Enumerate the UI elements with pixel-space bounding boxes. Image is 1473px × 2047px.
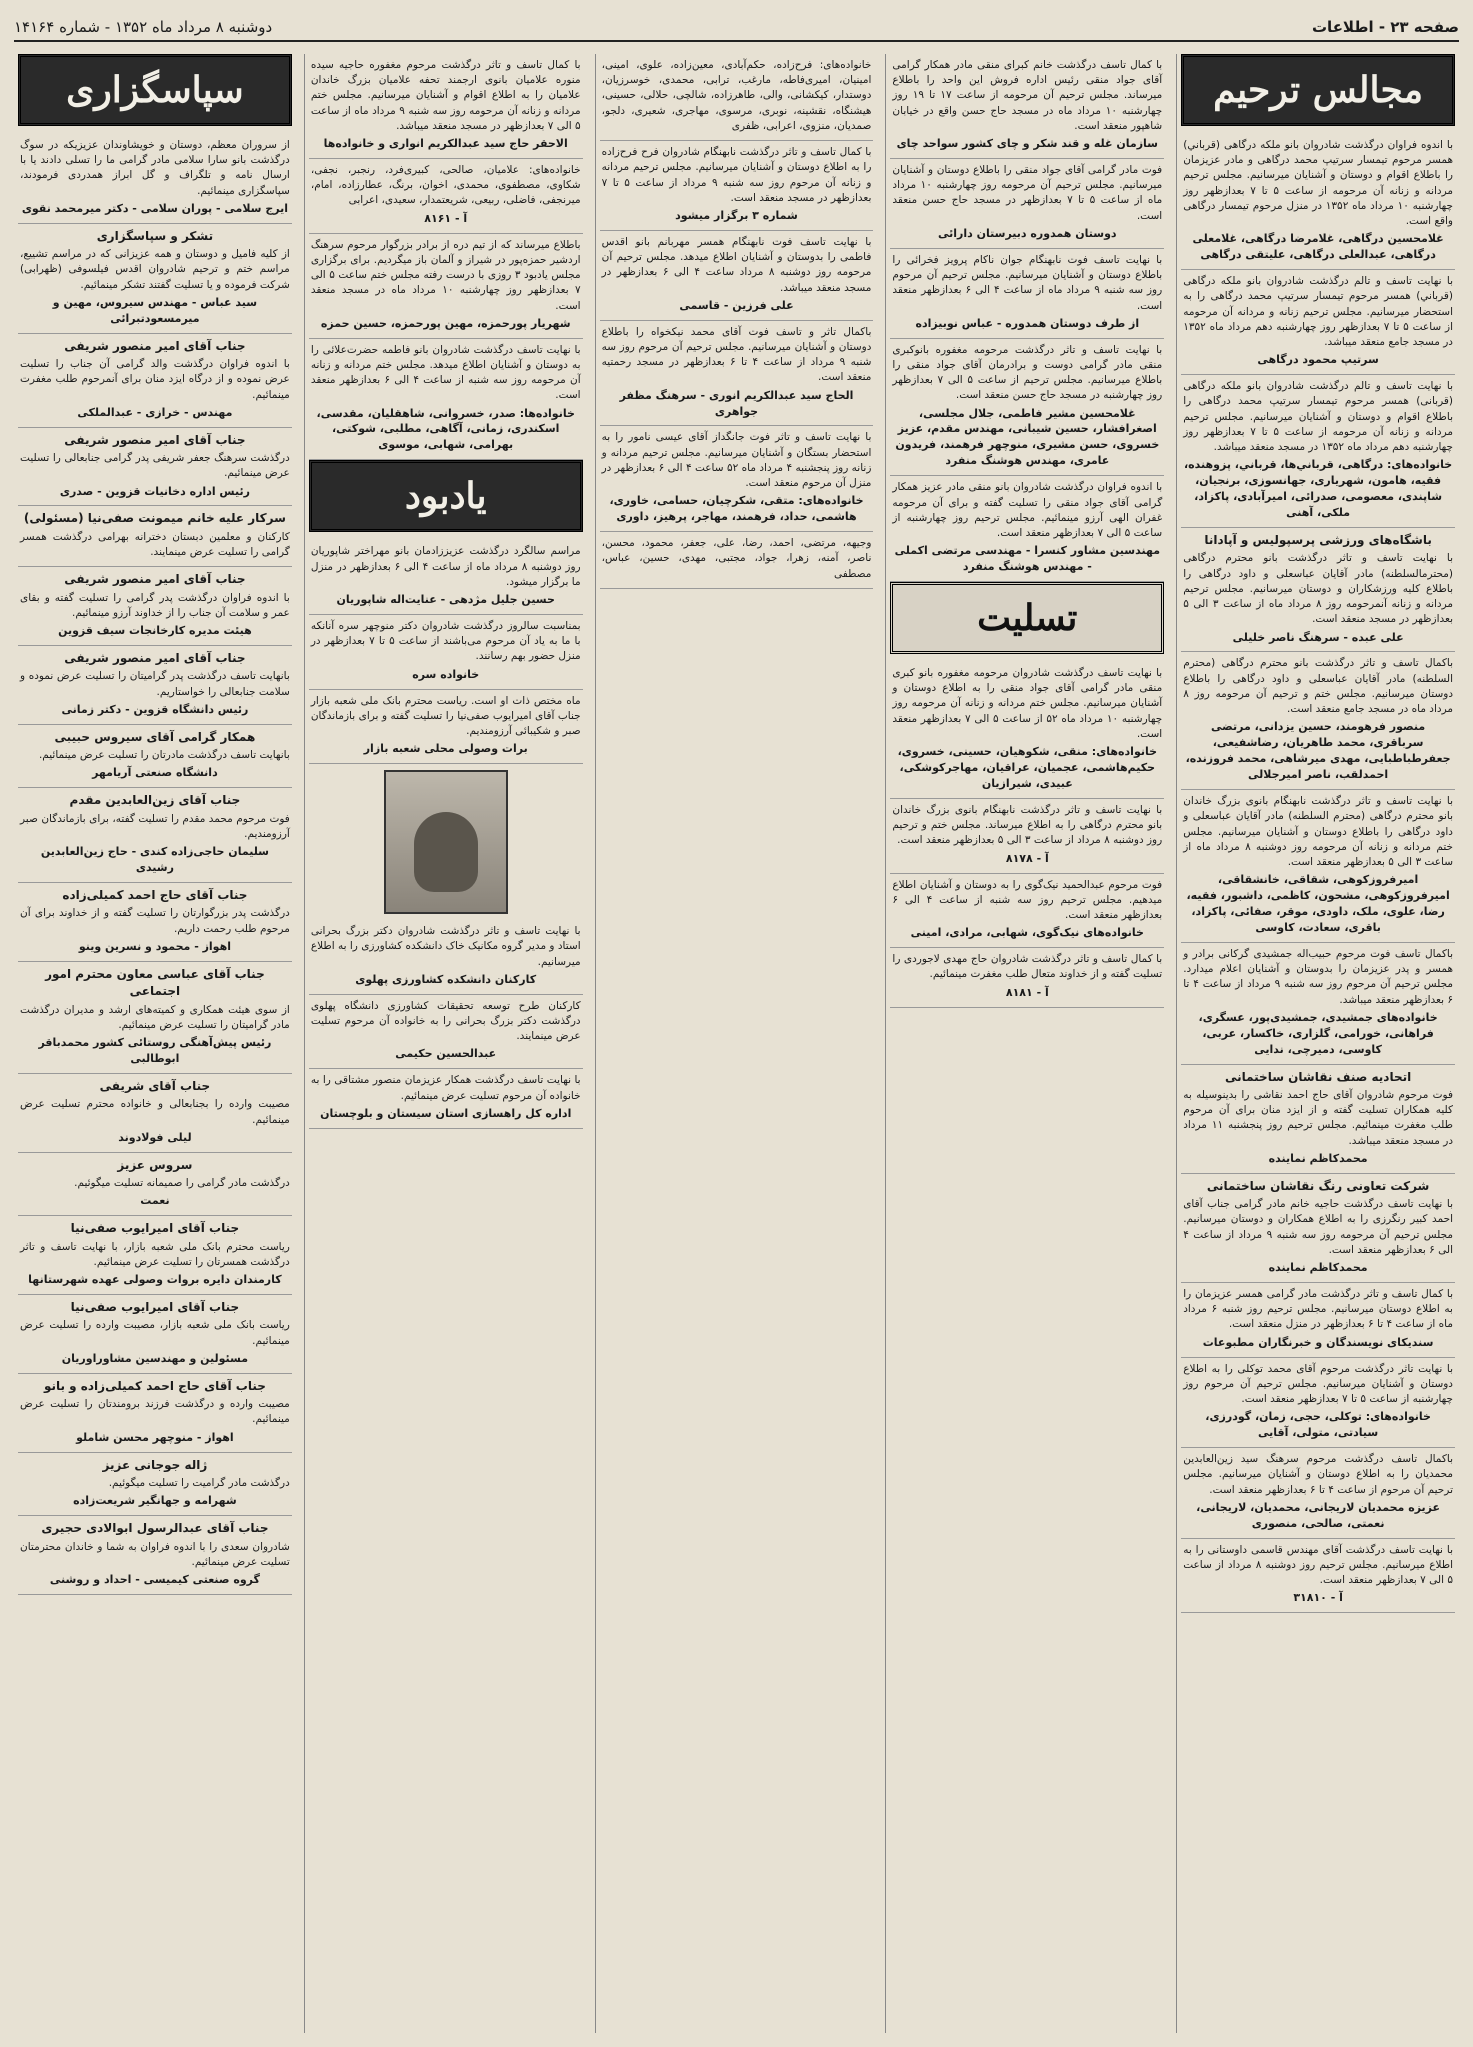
notice [18,428,292,507]
notice-signature: دوستان همدوره دبیرستان دارائی [938,226,1117,240]
notice-signature: لیلی فولادوند [118,1130,192,1144]
notice-title: سرکار علیه خانم میمونت صفی‌نیا (مسئولی) [23,511,286,526]
notice-body: با نهایت تاثر درگذشت مرحوم آقای محمد توکلی را به اطلاع دوستان و آشنایان میرسانیم. مجلس ترحیم آن مرحوم روز چهارشنبه از ساعت ۵ تا ۷ بعدازظهر منعقد است. [1183,1362,1453,1406]
notice [18,1453,292,1517]
column-4 [304,54,587,2033]
notice [18,962,292,1074]
notice-title: اتحادیه صنف نقاشان ساختمانی [1224,1069,1412,1084]
notice-signature: رئیس دانشگاه قزوین - دکتر زمانی [61,702,249,716]
notice-body: وجیهه، مرتضی، احمد، رضا، علی، جعفر، محمود، محسن، ناصر، آمنه، زهرا، جواد، مجتبی، مهدی، حسین، عباس، مصطفی [601,537,872,580]
notice-body: با نهایت تاسف و تاثر درگذشت نابهنگام بانوی بزرگ خاندان بانو محترم درگاهی (محترم السلطنه) مادر آقایان عباسعلی و داود درگاهی را باطلاع دوستان و آشنایان میرسانیم. مجلس ختم مردانه و زنانه آن مرحومه روز دوشنبه ۸ مرداد ماه از ساعت ۳ الی ۵ بعدازظهر منعقد است. [1183,795,1453,868]
notice-signature: خانواده‌های: منقی، شکوهیان، حسینی، خسروی، حکیم‌هاشمی، عجمیان، عراقیان، مهاجرکوشکی، عبیدی، شیرازیان [897,745,1158,790]
notice-signature: خانواده سره [412,667,480,681]
columns [14,54,1459,2033]
newspaper-page [14,14,1459,2033]
notice [18,1374,292,1453]
notice [890,476,1164,582]
notice [18,1216,292,1295]
notice-title: جناب آقای امیر منصور شریفی [64,572,246,587]
notice [309,995,583,1070]
notice [890,874,1164,949]
notice [890,799,1164,874]
section-taslit: تسلیت [890,582,1164,654]
column-1 [1176,54,1459,2033]
notice-title: جناب آقای امیر منصور شریفی [64,651,246,666]
notice-body: با نهایت تاسف و تاثر درگذشت شادروان دکتر بزرگ بحرانی استاد و مدیر گروه مکانیک خاک دانشکده کشاورزی را به اطلاع میرسانیم. [310,925,581,968]
notice-title: جناب آقای امیر منصور شریفی [64,338,246,353]
notice [600,231,874,321]
notice [18,1516,292,1595]
notice-title: ژاله جوجانی عزیز [102,1457,208,1472]
notice-body: خانواده‌های: علامیان، صالحی، کبیری‌فرد، رنجبر، نجفی، شکاوی، مصطفوی، محمدی، اخوان، برنگ، عطارزاده، امام، میرنجفی، فاضلی، ربیعی، شریعتمدار، سعیدی، اعرابی [310,164,581,207]
notice [600,321,874,427]
notice-body: مصیبت وارده و درگذشت فرزند برومندتان را تسلیت عرض مینمائیم. [20,1398,290,1426]
notice [1181,528,1455,652]
notice [1181,375,1455,528]
notice-title: جناب آقای شریفی [99,1078,211,1093]
notice-body: با کمال تاسف و تاثر درگذشت شادروان حاج مهدی لاجوردی را تسلیت گفته و از خداوند متعال طلب مغفرت مینمائیم. [892,953,1163,981]
section-majles: مجالس ترحیم [1181,54,1455,126]
notice-body: فوت مرحوم شادروان آقای حاج احمد نقاشی را بدینوسیله به کلیه همکاران تسلیت گفته و از ایزد منان برای آن مرحوم طلب مغفرت مینمائیم. مجلس ترحیم روز پنجشنبه ۱۱ مرداد در مسجد منعقد میباشد. [1183,1089,1454,1147]
notice-signature: امیرفروزکوهی، شقاقی، خانشقاقی، امیرفروزکوهی، مشحون، کاظمی، داشبور، فقیه، رضا، علوی، ملک، داودی، موقر، صفائی، پاکزاد، باقری، سعادت، کاوسی [1186,873,1450,935]
notice-body: مصیبت وارده را بجنابعالی و خانواده محترم تسلیت عرض مینمائیم. [20,1098,290,1126]
notice-signature: مهندس - خرازی - عبدالملکی [77,405,233,419]
notice-body: با اندوه فراوان درگذشت شادروان بانو منقی مادر عزیز همکار گرامی آقای جواد منقی را تسلیت گفته و برای آن مرحومه غفران الهی آرزو مینمائیم. مجلس ترحیم روز چهارشنبه از ساعت ۵ الی ۷ بعدازظهر منعقد است. [892,481,1163,539]
notice [890,948,1164,1007]
column-5 [14,54,296,2033]
notice-body: ریاست بانک ملی شعبه بازار، مصیبت وارده را تسلیت عرض مینمائیم. [20,1319,290,1347]
notice-body: کارکنان و معلمین دبستان دخترانه بهرامی درگذشت همسر گرامی را تسلیت عرض مینمایند. [20,530,290,559]
notice-signature: سلیمان حاجی‌زاده کندی - حاج زین‌العابدین رشیدی [40,845,269,875]
notice [18,725,292,789]
portrait-head [414,812,478,892]
notice [890,159,1164,249]
notice-body: با نهایت تاسف درگذشت همکار عزیزمان منصور مشتاقی را به خانواده آن مرحوم تسلیت عرض مینمائیم. [310,1074,581,1102]
notice-body: با نهایت تاسف و تاثر درگذشت نابهنگام بانوی بزرگ خاندان بانو محترم درگاهی را به اطلاع میرساند. مجلس ختم و ترحیم روز دوشنبه ۸ مرداد از ساعت ۳ الی ۵ بعدازظهر منعقد است. [892,803,1163,847]
notice [1181,1539,1455,1614]
notice-signature: مسئولین و مهندسین مشاوراوریان [61,1351,249,1365]
notice [1181,1358,1455,1449]
notice-body: بمناسبت سالروز درگذشت شادروان دکتر منوچهر سره آنانکه با ما به یاد آن مرحوم می‌باشند از ساعت ۵ تا ۷ بعدازظهر در منزل حضور بهم رسانند. [310,619,581,663]
notice [600,54,874,141]
notice-signature: شهرامه و جهانگیر شریعت‌زاده [73,1494,237,1508]
notice-signature: کارکنان دانشکده کشاورزی پهلوی [355,972,537,986]
notice [890,54,1164,159]
notice [890,249,1164,339]
notice-body: با نهایت تاسف فوت نابهنگام همسر مهربانم بانو اقدس فاطمی را بدوستان و آشنایان اطلاع میدهد. مجلس ترحیم آن مرحومه روز دوشنبه ۸ مرداد ساعت ۴ الی ۶ بعدازظهر در مسجد منعقد میباشد. [601,235,872,294]
notice-body: درگذشت مادر گرامی را صمیمانه تسلیت میگوئیم. [74,1177,290,1190]
notice [1181,1174,1455,1283]
notice-body: از سوی هیئت همکاری و کمیته‌های ارشد و مدیران درگذشت مادر گرامیتان را تسلیت عرض مینمائیم. [20,1003,290,1031]
notice-signature: خانواده‌های: متقی، شکرچیان، حسامی، خاوری، هاشمی، حداد، فرهمند، مهاجر، پرهیز، داوری [609,494,864,524]
notice [1181,1448,1455,1539]
notice-body: با کمال تاسف درگذشت خانم کبرای منقی مادر همکار گرامی آقای جواد منقی رئیس اداره فروش این واحد را باطلاع میرساند. مجلس ترحیم آن مرحومه از ساعت ۱۷ تا ۱۹ روز چهارشنبه ۱۰ مرداد ماه در مسجد حاج حسن واقع در خیابان شاهپور منعقد است. [892,59,1163,132]
notice-body: ریاست محترم بانک ملی شعبه بازار، با نهایت تاسف و تاثر درگذشت همسرتان را تسلیت عرض مینمائیم. [20,1240,290,1268]
notice-signature: رئیس پیش‌آهنگی روستائی کشور محمدباقر ابوطالبی [38,1036,272,1066]
notice-body: با کمال تاسف و تاثر درگذشت مرحوم مغفوره حاجیه سیده منوره علامیان بانوی ارجمند تحفه علامیان بزرگ خاندان علامیان را به اطلاع اقوام و آشنایان میرسانیم. مجلس ختم مردانه و زنانه آن مرحومه روز سه شنبه ۹ مرداد ماه از ساعت ۵ الی ۷ بعدازظهر در مسجد منعقد میباشد. [310,59,581,132]
notice [18,788,292,883]
notice-signature: گروه صنعتی کیمیسی - احداد و روشنی [49,1572,260,1586]
page-header [14,14,1459,42]
notice [890,339,1164,477]
notice-body: خانواده‌های: فرح‌زاده، حکم‌آبادی، معین‌زاده، علوی، امینی، امینیان، امیری‌فاطه، مارغب، ترابی، محمدی، خوسرزیان، دوستدار، کیکشانی، والی، طاهرزاده، شالچی، حلالی، حسینی، هیشنگاه، نقشینه، نوبری، مرسوی، مهاجری، شعیری، دلجو، صمدیان، منزوی، اعرابی، ظفری [601,59,872,132]
notice-signature: آ - ۳۱۸۱۰ [1293,1591,1343,1605]
notice-signature: هیئت مدیره کارخانجات سیف قزوین [58,624,252,638]
notice-signature: خانواده‌های: درگاهی، قرباني‌ها، قرباني، پزوهنده، فقیه، هامون، شهریاری، جهانسوزی، برنجیان، شاپندی، معصومی، صدرائی، امیرآبادی، پاکزاد، ملکی، آهنی [1184,458,1453,520]
notice [1181,790,1455,943]
notice [890,662,1164,799]
notice-body: با نهایت تاسف و تاثر درگذشت مرحومه مغفوره بانوکبری منقی مادر گرامی دوست و برادرمان آقای جواد منقی را باطلاع میرسانیم. مجلس ترحیم از ساعت ۵ الی ۷ بعدازظهر روز چهارشنبه در مسجد حاج حسن منعقد است. [892,343,1163,402]
notice-signature: ایرج سلامی - پوران سلامی - دکتر میرمحمد نقوی [21,201,288,215]
notice [309,1069,583,1128]
notice-body: درگذشت پدر بزرگوارتان را تسلیت گفته و از خداوند برای آن مرحوم طلب رحمت داریم. [20,907,290,935]
notice-signature: منصور فرهومند، حسین یزدانی، مرتضی سرباقری، محمد طاهریان، رضاشفیعی، جعفرطباطبایی، مهدی میرشاهی، محمد فروزنده، احمدلقب، ناصر امیرجلالی [1185,720,1451,782]
notice-signature: نعمت [140,1194,170,1208]
notice-signature: برات وصولی محلی شعبه بازار [363,742,528,756]
section-sepas: سپاسگزاری [18,54,292,126]
notice [309,159,583,234]
notice-body: با نهایت تاسف درگذشت آقای مهندس قاسمی داوستانی را به اطلاع میرسانیم. مجلس ترحیم روز دوشنبه ۸ مرداد از ساعت ۵ الی ۷ بعدازظهر منعقد است. [1183,1543,1453,1587]
page-number: صفحه ۲۳ - اطلاعات [1311,18,1459,36]
notice [309,615,583,690]
notice-signature: آ - ۸۱۸۱ [1005,985,1049,999]
notice-body: با نهایت تاسف درگذشت شادروان مرحومه مغفوره بانو کبری منقی مادر گرامی آقای جواد منقی را به اطلاع دوستان و آشنایان میرسانیم. مجلس ختم مردانه و زنانه آن مرحومه روز چهارشنبه ۱۰ مرداد ماه ۵۲ از ساعت ۵ الی ۷ بعدازظهر منعقد است. [892,667,1163,740]
notice [1181,270,1455,375]
notice [18,883,292,962]
notice-body: از کلیه فامیل و دوستان و همه عزیزانی که در مراسم تشییع، مراسم ختم و ترحیم شادروان اقدس فیلسوفی (ظهرابی) شرکت فرموده و یا تسلیت گفتند تشکر مینمائیم. [20,248,290,291]
notice-body: بانهایت تاسف درگذشت مادرتان را تسلیت عرض مینمائیم. [38,749,290,762]
notice-signature: سازمان غله و قند شکر و چای کشور سواحد چای [896,137,1158,151]
notice-body: از سروران معظم، دوستان و خویشاوندان عزیزیکه در سوگ درگذشت بانو سارا سلامی مادر گرامی ما را تسلی دادند یا با ارسال نامه و تلگراف و گل ابراز همدردی فرمودند، سپاسگزاری مینمائیم. [20,139,290,197]
notice [18,567,292,646]
notice-title: تشکر و سپاسگزاری [96,228,214,243]
notice-body: باکمال تاسف درگذشت مرحوم سرهنگ سید زین‌العابدین محمدیان را به اطلاع دوستان و آشنایان میرسانیم. مجلس ترحیم آن مرحوم از ساعت ۴ تا ۶ بعدازظهر منعقد است. [1183,1453,1453,1496]
notice-body: با اندوه فراوان درگذشت والد گرامی آن جناب را تسلیت عرض نموده و از درگاه ایزد منان برای آنمرحوم طلب مغفرت مینمائیم. [20,358,290,401]
notice [18,1295,292,1374]
notice-body: با نهایت تاسف درگذشت حاجیه خانم مادر گرامی جناب آقای احمد کبیر رنگرزی را به اطلاع همکاران و دوستان میرسانیم. مجلس ترحیم آن مرحومه روز سه شنبه ۹ مرداد از ساعت ۴ الی ۶ بعدازظهر منعقد است. [1183,1198,1454,1256]
notice-signature: عبدالحسین حکیمی [395,1047,497,1061]
notice-signature: کارمندان دایره بروات وصولی عهده شهرستانها [28,1273,282,1287]
notice [309,234,583,339]
notice-body: با اندوه فراوان درگذشت پدر گرامی را تسلیت گفته و بقای عمر و سلامت آن جناب را از خداوند آرزو مینمائیم. [20,591,290,619]
notice-body: درگذشت مادر گرامیت را تسلیت میگوئیم. [108,1476,290,1489]
notice-signature: الحاج سید عبدالکریم انوری - سرهنگ مظفر جواهری [619,388,854,418]
notice [600,141,874,231]
notice-signature: عزیزه محمدیان لاریجانی، محمدیان، لاریجانی، نعمتی، صالحی، منصوری [1196,1500,1441,1530]
notice-body: با نهایت تاسف و تاثر درگذشت بانو محترم درگاهی (محترمالسلطنه) مادر آقایان عباسعلی و داود درگاهی را باطلاع کلیه ورزشکاران و دوستان میرسانیم. مجلس ترحیم مردانه و زنانه آنمرحومه روز ۸ مرداد ماه از ساعت ۳ الی ۵ بعدازظهر در مسجد منعقد است. [1183,552,1454,626]
portrait-photo [384,770,508,914]
notice [309,339,583,461]
notice-signature: سندیکای نویسندگان و خبرنگاران مطبوعات [1202,1335,1434,1349]
notice-signature: خانواده‌های جمشیدی، جمشیدی‌پور، عسگری، فراهانی، خورامی، گلزاری، خاکسار، عربی، کاوسی، دمیرچی، ندایی [1198,1010,1438,1056]
notice-title: جناب آقای امیرایوب صفی‌نیا [70,1300,240,1315]
notice [18,506,292,567]
notice-title: باشگاه‌های ورزشی پرسپولیس و آپادانا [1204,533,1432,548]
notice-signature: شهریار پورحمزه، مهین پورحمزه، حسین حمزه [320,316,571,330]
notice-title: جناب آقای عباسی معاون محترم امور اجتماعی [45,966,265,999]
notice [18,1074,292,1153]
notice-title: جناب آقای حاج احمد کمیلی‌زاده [62,888,248,903]
notice [600,532,874,589]
notice-title: همکار گرامی آقای سیروس حبیبی [54,729,256,744]
issue-date: دوشنبه ۸ مرداد ماه ۱۳۵۲ - شماره ۱۴۱۶۴ [14,18,273,36]
notice-signature: خانواده‌های: توکلی، حجی، زمان، گودرزی، سیادتی، متولی، آقایی [1205,1410,1431,1440]
notice-body: باکمال تاسف و تاثر درگذشت بانو محترم درگاهی (محترم السلطنه) مادر آقایان عباسعلی و داود درگاهی را باطلاع دوستان میرسانیم. مجلس ختم و ترحیم آن مرحومه روز ۸ مرداد ماه در مسجد جامع منعقد است. [1183,657,1453,716]
column-2 [885,54,1168,2033]
notice-signature: از طرف دوستان همدوره - عباس نوبیزاده [915,316,1140,330]
notice-signature: حسین جلیل مژدهی - عنایت‌اله شاپوریان [336,593,555,606]
notice-body: درگذشت سرهنگ جعفر شریفی پدر گرامی جنابعالی را تسلیت عرض مینمائیم. [20,452,290,480]
notice-body: با نهایت تاسف فوت نابهنگام جوان ناکام پرویز فخرائی را باطلاع دوستان و آشنایان میرسانیم. مجلس ترحیم آن مرحوم روز سه شنبه ۹ مرداد ماه از ساعت ۴ الی ۶ بعدازظهر منعقد است. [892,253,1163,312]
notice-title: جناب آقای امیر منصور شریفی [64,432,246,447]
notice-signature: سرتیپ محمود درگاهی [1257,353,1379,367]
notice-body: بانهایت تاسف درگذشت پدر گرامیتان را تسلیت عرض نموده و سلامت جنابعالی را خواستاریم. [20,670,290,698]
notice [18,224,292,334]
notice-signature: اداره کل راهسازی استان سیستان و بلوچستان [320,1106,572,1120]
notice [18,646,292,725]
notice-signature: آ - ۸۱۶۱ [424,211,468,225]
notice-body: فوت مرحوم عبدالحمید نیک‌گوی را به دوستان و آشنایان اطلاع میدهیم. مجلس ترحیم روز سه شنبه از ساعت ۴ الی ۶ بعدازظهر منعقد است. [892,878,1163,921]
notice [309,690,583,765]
notice-body: با نهایت تاسف و تالم درگذشت شادروان بانو ملکه درگاهی (قربانی) همسر مرحوم تیمسار سرتیپ محمد درگاهی را باطلاع اقوام و دوستان و آشنایان میرسانیم. مجلس ترحیم مردانه و زنانه آن مرحومه از ساعت ۵ تا ۷ بعدازظهر روز چهارشنبه دهم مرداد ماه ۱۳۵۲ در مسجد منعقد میباشد. [1183,380,1453,454]
notice-body: فوت مرحوم محمد مقدم را تسلیت گفته، برای بازماندگان صبر آرزومندیم. [20,812,290,840]
notice-signature: سید عباس - مهندس سیروس، مهین و میرمسعودتبرائی [52,295,258,325]
notice-signature: محمدکاظم نماینده [1268,1151,1368,1165]
notice-body: فوت مادر گرامی آقای جواد منقی را باطلاع دوستان و آشنایان میرسانیم. مجلس ترحیم آن مرحومه روز چهارشنبه ۱۰ مرداد ماه از ساعت ۵ تا ۷ بعدازظهر در مسجد حاج حسن منعقد است. [892,164,1163,222]
notice [309,54,583,159]
notice [1181,1065,1455,1174]
notice [600,426,874,532]
notice [1181,652,1455,790]
notice [1181,943,1455,1065]
notice-body: باکمال تاثر و تاسف فوت آقای محمد نیکخواه را باطلاع دوستان و آشنایان میرسانیم. مجلس ترحیم آن مرحوم روز سه شنبه ۹ مرداد از ساعت ۴ تا ۶ بعدازظهر در مسجد رحمتیه منعقد است. [601,325,872,384]
notice-body: با کمال تاسف و تاثر درگذشت مادر گرامی همسر عزیزمان را به اطلاع دوستان میرسانیم. مجلس ترحیم روز شنبه ۶ مرداد ماه از ساعت ۴ تا ۶ بعدازظهر در منزل منعقد است. [1183,1288,1453,1331]
notice-title: شرکت تعاونی رنگ نقاشان ساختمانی [1206,1178,1430,1193]
notice [309,920,583,995]
notice-body: کارکنان طرح توسعه تحقیقات کشاورزی دانشگاه پهلوی درگذشت دکتر بزرگ بحرانی را به خانواده آن مرحوم تسلیت عرض مینمایند. [310,999,581,1043]
notice [1181,134,1455,270]
column-3 [595,54,878,2033]
notice-title: جناب آقای حاج احمد کمیلی‌زاده و بانو [43,1378,266,1393]
section-yadbud: یادبود [309,460,583,532]
notice-signature: خانواده‌ها: صدر، خسروانی، شاهقلیان، مقدسی، اسکندری، زمانی، آگاهی، مطلبی، شوکتی، بهرامی، شهابی، موسوی [316,406,575,452]
notice [18,334,292,428]
notice-signature: رئیس اداره دخانیات قزوین - صدری [59,484,250,498]
notice-body: شادروان سعدی را با اندوه فراوان به شما و خاندان محترمتان تسلیت عرض مینمائیم. [20,1540,290,1568]
notice-title: سروس عزیز [117,1157,193,1172]
notice [1181,1283,1455,1358]
notice-body: ماه مختص ذات او است. ریاست محترم بانک ملی شعبه بازار جناب آقای امیرایوب صفی‌نیا را تسلیت گفته و برای بازماندگان صبر و شکیبائی آرزومندیم. [310,694,581,737]
notice-signature: شماره ۳ برگزار میشود [675,208,798,222]
notice [309,540,583,615]
notice [18,134,292,224]
notice-body: با کمال تاسف و تاثر درگذشت نابهنگام شادروان فرح فرح‌زاده را به اطلاع دوستان و آشنایان میرسانیم. مجلس ترحیم مردانه و زنانه آن مرحوم روز سه شنبه ۹ مرداد از ساعت ۵ تا ۷ بعدازظهر در مسجد منعقد است. [601,146,872,204]
notice-signature: علی فرزین - قاسمی [679,298,794,312]
notice-signature: محمدکاظم نماینده [1268,1261,1368,1275]
notice-signature: دانشگاه صنعتی آریامهر [92,766,218,780]
notice-signature: اهواز - منوچهر محسن شاملو [76,1430,234,1444]
notice-signature: خانواده‌های نیک‌گوی، شهابی، مرادی، امینی [910,926,1144,940]
notice-signature: آ - ۸۱۷۸ [1005,851,1049,865]
notice-body: با نهایت تاسف و تاثر فوت جانگداز آقای عیسی نامور را به استحضار بستگان و آشنایان میرسانیم. مجلس ترحیم مردانه و زنانه روز پنجشنبه ۴ مرداد ماه ۵۲ ساعت ۴ الی ۶ بعدازظهر در منزل آن مرحوم منعقد است. [601,431,872,490]
notice-signature: غلامحسین مشیر فاطمی، جلال مجلسی، اصغرافشار، حسین شیبانی، مهندس مقدم، عزیز خسروی، حسن مشیری، منوچهر فرهمند، فریدون عامری، مهندس هوشنگ منفرد [895,406,1160,468]
notice-body: باکمال تاسف فوت مرحوم حبیب‌اله جمشیدی گرکانی برادر و همسر و پدر عزیزمان را بدوستان و آشنایان اعلام میدارد. مجلس ترحیم آن مرحوم روز سه شنبه ۹ مرداد از ساعت ۴ تا ۶ بعدازظهر منعقد میباشد. [1183,947,1453,1006]
notice-body: با نهایت تاسف درگذشت شادروان بانو فاطمه حضرت‌علائی را به دوستان و آشنایان اطلاع میدهد. مجلس ختم مردانه و زنانه آن مرحومه روز سه شنبه از ساعت ۴ الی ۶ بعدازظهر منعقد است. [310,343,581,402]
notice-body: مراسم سالگرد درگذشت عزیززادمان بانو مهراختر شاپوریان روز دوشنبه ۸ مرداد ماه از ساعت ۴ الی ۶ بعدازظهر در منزل ما برگزار میشود. [310,545,581,588]
notice-title: جناب آقای زین‌العابدین مقدم [69,793,241,808]
notice-signature: علی عبده - سرهنگ ناصر خلیلی [1232,630,1404,644]
notice-signature: مهندسین مشاور کنسرا - مهندسی مرتضی اکملی - مهندس هوشنگ منفرد [894,544,1161,574]
notice-signature: اهواز - محمود و نسرین وینو [78,939,231,953]
notice-title: جناب آقای امیرایوب صفی‌نیا [70,1221,240,1236]
notice-body: با اندوه فراوان درگذشت شادروان بانو ملکه درگاهی (قرباني) همسر مرحوم تیمسار سرتیپ محمد درگاهی و مادر عزیزمان را باطلاع اقوام و دوستان و آشنایان میرسانیم. مجلس ترحیم مردانه و زنانه آن مرحومه از ساعت ۵ تا ۷ بعدازظهر روز چهارشنبه ۱۰ مرداد ماه ۱۳۵۲ در منزل مرحوم تیمسار درگاهی واقع است. [1183,139,1454,228]
notice-title: جناب آقای عبدالرسول ابوالادی حجیری [41,1521,269,1536]
notice-body: با نهایت تاسف و تالم درگذشت شادروان بانو ملکه درگاهی (قرباني) همسر مرحوم تیمسار سرتیپ محمد درگاهی را به استحضار میرسانیم. مجلس ترحیم زنانه و مردانه آن مرحومه از ساعت ۵ تا ۷ بعدازظهر روز چهارشنبه دهم مرداد ماه ۱۳۵۲ در مسجد جامع منعقد میباشد. [1183,275,1453,349]
notice-signature: الاحقر حاج سید عبدالکریم انواری و خانواده‌ها [323,137,568,151]
notice-signature: غلامحسین درگاهی، غلامرضا درگاهی، غلامعلی درگاهی، عبدالعلی درگاهی، علیتقی درگاهی [1192,232,1444,262]
notice [18,1153,292,1217]
notice-body: باطلاع میرساند که از تیم دره از برادر بزرگوار مرحوم سرهنگ اردشیر حمزه‌پور در شیراز و آلمان باز میگردیم. برای برگزاری مجلس یادبود ۳ روزی با درست رفته مجلس ختم ساعت ۵ الی ۷ بعدازظهر روز چهارشنبه ۱۰ مرداد ماه در مسجد منعقد است. [310,238,581,312]
